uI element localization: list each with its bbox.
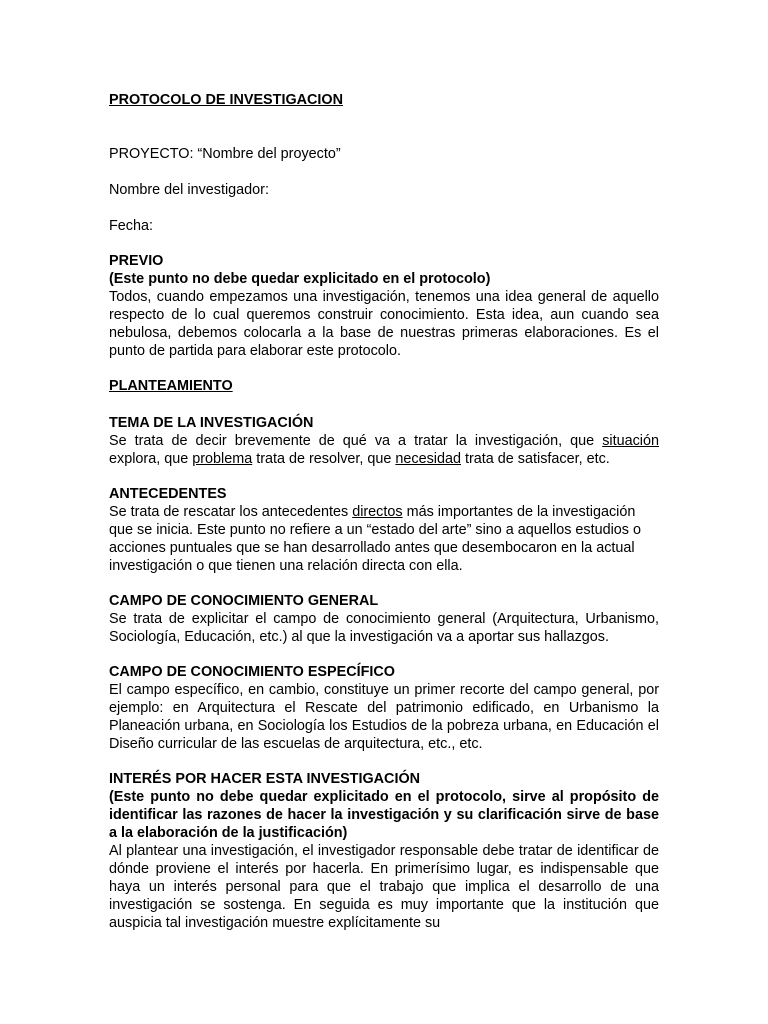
previo-note: (Este punto no debe quedar explicitado en el protocolo)	[109, 271, 491, 287]
previo-body: Todos, cuando empezamos una investigación, tenemos una idea general de aquello respecto de lo cual queremos construir conocimiento. Esta idea, aun cuando sea nebulosa, debemos colocarla a la base de nuestras primeras elaboraciones. Es el punto de partida para elaborar este protocolo.	[109, 289, 659, 359]
campo-especifico-heading: CAMPO DE CONOCIMIENTO ESPECÍFICO	[109, 664, 395, 680]
field-investigador: Nombre del investigador:	[109, 182, 269, 198]
campo-general-heading: CAMPO DE CONOCIMIENTO GENERAL	[109, 593, 379, 609]
document-page	[109, 91, 659, 932]
tema-body: Se trata de decir brevemente de qué va a tratar la investigación, que situación explora, que problema trata de resolver, que necesidad trata de satisfacer, etc.	[109, 433, 659, 467]
campo-especifico-body: El campo específico, en cambio, constituye un primer recorte del campo general, por ejemplo: en Arquitectura el Rescate del patrimonio edificado, en Urbanismo la Planeación urbana, en Sociología los Estudios de la pobreza urbana, en Educación el Diseño curricular de las escuelas de arquitectura, etc., etc.	[109, 682, 659, 752]
tema-heading: TEMA DE LA INVESTIGACIÓN	[109, 415, 314, 431]
field-fecha: Fecha:	[109, 218, 153, 234]
tema-keyword-situacion: situación	[602, 433, 659, 449]
campo-general-body: Se trata de explicitar el campo de conocimiento general (Arquitectura, Urbanismo, Sociología, Educación, etc.) al que la investigación va a aportar sus hallazgos.	[109, 611, 659, 645]
interes-note: (Este punto no debe quedar explicitado en el protocolo, sirve al propósito de identificar las razones de hacer la investigación y su clarificación sirve de base a la elaboración de la justificación)	[109, 789, 659, 841]
document-title: PROTOCOLO DE INVESTIGACION	[109, 92, 344, 108]
field-proyecto: PROYECTO: “Nombre del proyecto”	[109, 146, 341, 162]
interes-heading: INTERÉS POR HACER ESTA INVESTIGACIÓN	[109, 771, 421, 787]
previo-heading: PREVIO	[109, 253, 164, 269]
planteamiento-heading: PLANTEAMIENTO	[109, 378, 233, 394]
tema-keyword-necesidad: necesidad	[395, 451, 462, 467]
interes-body: Al plantear una investigación, el investigador responsable debe tratar de identificar de dónde proviene el interés por hacerla. En primerísimo lugar, es indispensable que haya un interés personal para que el trabajo que implica el desarrollo de una investigación se sostenga. En seguida es muy importante que la institución que auspicia tal investigación muestre explícitamente su	[109, 843, 659, 931]
antecedentes-heading: ANTECEDENTES	[109, 486, 227, 502]
antecedentes-body: Se trata de rescatar los antecedentes directos más importantes de la investigación que se inicia. Este punto no refiere a un “estado del arte” sino a aquellos estudios o acciones puntuales que se han desarrollado antes que desembocaron en la actual investigación o que tienen una relación directa con ella.	[109, 504, 641, 574]
antecedentes-keyword-directos: directos	[352, 504, 403, 520]
tema-keyword-problema: problema	[192, 451, 253, 467]
